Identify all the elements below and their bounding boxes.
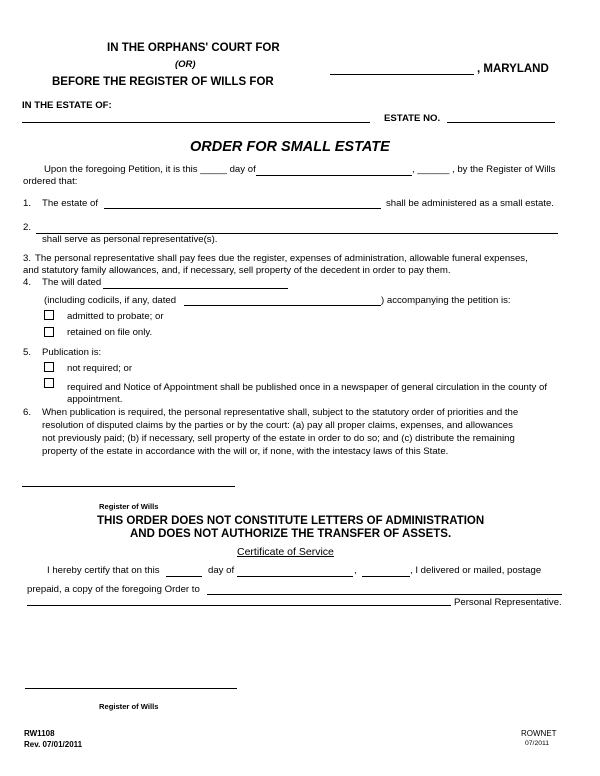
item2-text: shall serve as personal representative(s).	[42, 234, 218, 245]
item4-codicils-line[interactable]	[184, 305, 381, 306]
admitted-checkbox[interactable]	[44, 310, 54, 320]
item1-label: The estate of	[42, 198, 98, 209]
item6-number: 6.	[23, 407, 32, 418]
intro-text-b: , ______ , by the Register of Wills	[412, 164, 556, 175]
item4-label: The will dated	[42, 277, 102, 288]
item6-line2: resolution of disputed claims by the parties or by the court: (a) pay all proper claims, expenses, and allowances	[42, 420, 513, 431]
certificate-month-line[interactable]	[237, 576, 353, 577]
register-signature-line-2[interactable]	[25, 688, 237, 689]
court-title-line1: IN THE ORPHANS' COURT FOR	[107, 42, 280, 54]
certificate-text-prepaid: prepaid, a copy of the foregoing Order to	[27, 584, 200, 595]
item6-line4: property of the estate in accordance with the will or, if none, with the intestacy laws of this State.	[42, 446, 449, 457]
estate-name-line[interactable]	[22, 122, 370, 123]
certificate-recipient-line2[interactable]	[27, 605, 451, 606]
intro-text-line2: ordered that:	[23, 176, 78, 187]
or-label: (OR)	[175, 59, 196, 70]
county-line[interactable]	[330, 74, 474, 75]
item5-number: 5.	[23, 347, 32, 358]
certificate-text-b: day of	[208, 565, 235, 576]
intro-day-line[interactable]	[256, 175, 412, 176]
item4-will-date-line[interactable]	[103, 288, 288, 289]
item1-estate-line[interactable]	[104, 208, 381, 209]
estate-no-label: ESTATE NO.	[384, 113, 441, 124]
item4-number: 4.	[23, 277, 32, 288]
required-checkbox[interactable]	[44, 378, 54, 388]
item3-line2: and statutory family allowances, and, if necessary, sell property of the decedent in order to pay them.	[23, 265, 451, 276]
rownet-label: ROWNET	[521, 729, 557, 738]
intro-text-a: Upon the foregoing Petition, it is this _____ day of	[44, 164, 256, 175]
item6-line1: When publication is required, the personal representative shall, subject to the statutory order of priorities and the	[42, 407, 519, 418]
item5-label: Publication is:	[42, 347, 102, 358]
certificate-comma: ,	[354, 565, 357, 576]
item3-number: 3.	[23, 253, 32, 264]
item3-line1: The personal representative shall pay fees due the register, expenses of administration, allowable funeral expenses,	[35, 253, 528, 264]
certificate-text-d: , I delivered or mailed, postage	[410, 565, 542, 576]
certificate-year-line[interactable]	[362, 576, 410, 577]
certificate-recipient-line[interactable]	[207, 594, 562, 595]
item4-codicils-text: (including codicils, if any, dated	[44, 295, 177, 306]
register-signature-label: Register of Wills	[99, 502, 159, 511]
admitted-label: admitted to probate; or	[67, 311, 164, 322]
personal-representative-label: Personal Representative.	[454, 597, 562, 608]
certificate-day-line[interactable]	[166, 576, 202, 577]
register-signature-line[interactable]	[22, 486, 235, 487]
item1-number: 1.	[23, 198, 32, 209]
register-signature-label-2: Register of Wills	[99, 702, 159, 711]
form-revision: Rev. 07/01/2011	[24, 740, 83, 749]
court-title-line2: BEFORE THE REGISTER OF WILLS FOR	[52, 76, 274, 88]
estate-of-label: IN THE ESTATE OF:	[22, 100, 112, 111]
not-required-label: not required; or	[67, 363, 133, 374]
retained-checkbox[interactable]	[44, 327, 54, 337]
estate-no-line[interactable]	[447, 122, 555, 123]
notice-line1: THIS ORDER DOES NOT CONSTITUTE LETTERS OF ADMINISTRATION	[97, 515, 485, 527]
required-label-line1: required and Notice of Appointment shall be published once in a newspaper of general circulation in the county of	[67, 382, 547, 393]
rownet-date: 07/2011	[525, 740, 550, 747]
certificate-title: Certificate of Service	[237, 546, 334, 558]
item4-accompanying-text: ) accompanying the petition is:	[381, 295, 511, 306]
maryland-label: , MARYLAND	[477, 63, 549, 75]
certificate-text-a: I hereby certify that on this	[47, 565, 160, 576]
item2-number: 2.	[23, 222, 32, 233]
not-required-checkbox[interactable]	[44, 362, 54, 372]
notice-line2: AND DOES NOT AUTHORIZE THE TRANSFER OF ASSETS.	[130, 528, 452, 540]
page-title: ORDER FOR SMALL ESTATE	[190, 139, 390, 155]
form-number: RW1108	[24, 729, 55, 738]
retained-label: retained on file only.	[67, 327, 153, 338]
required-label-line2: appointment.	[67, 394, 123, 405]
item6-line3: not previously paid; (b) if necessary, sell property of the estate in order to do so; and (c) distribute the remaining	[42, 433, 515, 444]
item1-text: shall be administered as a small estate.	[386, 198, 554, 209]
